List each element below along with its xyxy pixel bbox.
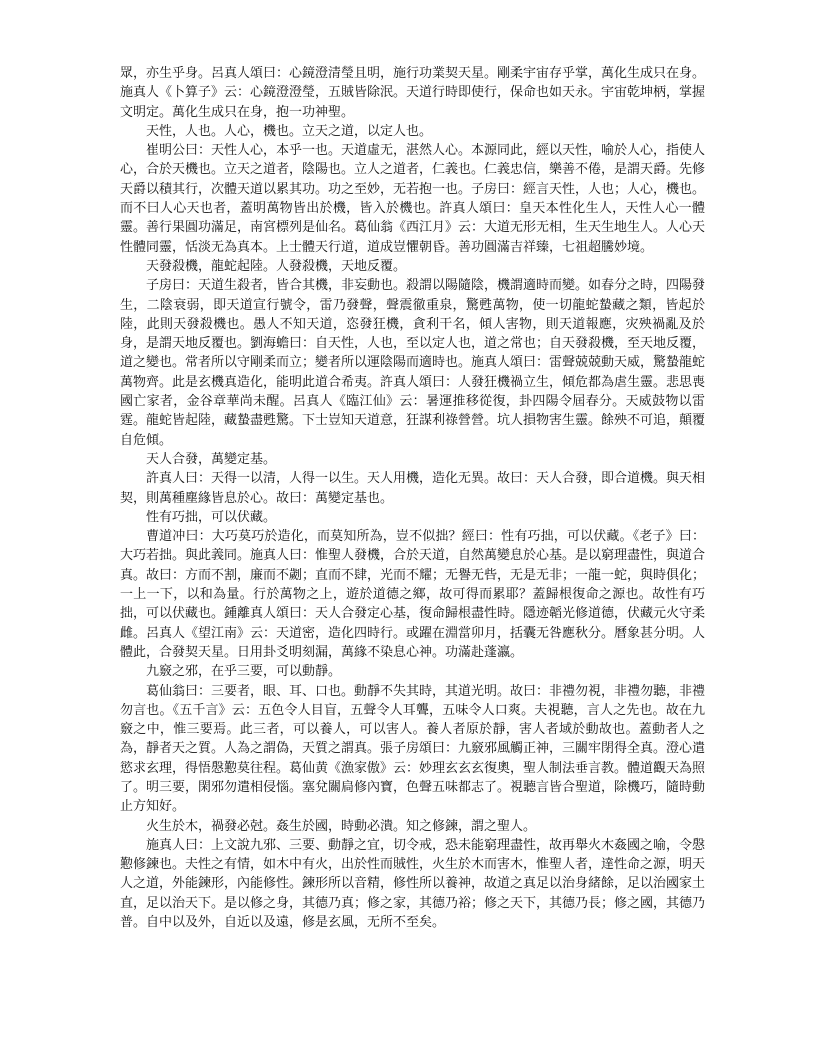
- paragraph-2-scripture: 天性，人也。人心，機也。立天之道，以定人也。: [146, 123, 433, 139]
- paragraph-6-scripture: 天人合發，萬變定基。: [146, 451, 277, 467]
- paragraph-4-scripture: 天發殺機，龍蛇起陸。人發殺機，天地反覆。: [146, 258, 407, 274]
- paragraph-12-scripture: 火生於木，禍發必尅。姦生於國，時動必潰。知之修鍊，謂之聖人。: [146, 818, 537, 834]
- paragraph-10-scripture: 九竅之邪，在乎三要，可以動靜。: [146, 664, 342, 680]
- paragraph-9-commentary: 曹道冲曰：大巧莫巧於造化，而莫知所為，豈不似拙？經曰：性有巧拙，可以伏藏。《老子》曰：大巧若拙。與此義同。施真人曰：惟聖人發機，合於天道，自然萬變息於心基。是以窮理盡性，與道合真。故曰：方而不割，廉而不劌；直而不肆，光而不耀；无譽无呰，无是无非；一龍一蛇，與時俱化；一上一下，以和為量。行於萬物之上，遊於道德之鄉，故可得而累耶？蓋歸根復命之源也。故性有巧拙，可以伏藏也。鍾離真人頌曰：天人合發定心基，復命歸根盡性時。隱迹韜光修道德，伏藏元火守柔雌。呂真人《望江南》云：天道密，造化四時行。或躍在淵當卯月，括囊无咎應秋分。曆象甚分明。人體此，合發契天星。日用卦爻明刻漏，萬緣不染息心神。功滿赴蓬瀛。: [120, 529, 706, 660]
- paragraph-3-commentary: 崔明公曰：天性人心，本乎一也。天道虛无，湛然人心。本源同此，經以天性，喻於人心，指使人心，合於天機也。立天之道者，陰陽也。立人之道者，仁義也。仁義忠信，樂善不倦，是謂天爵。先修天爵以積其行，次體天道以累其功。功之至妙，无若抱一也。子房曰：經言天性，人也；人心，機也。而不曰人心天也者，蓋明萬物皆出於機，皆入於機也。許真人頌曰：皇天本性化生人，天性人心一體靈。善行果圓功滿足，南宮標列是仙名。葛仙翁《西江月》云：大道无形无相，生天生地生人。人心天性體同靈，恬淡无為真本。上士體天行道，道成豈懼朝昏。善功圓滿吉祥臻，七祖超騰妙境。: [120, 143, 706, 255]
- paragraph-7-commentary: 許真人曰：天得一以清，人得一以生。天人用機，造化无異。故曰：天人合發，即合道機。與天相契，則萬種塵緣皆息於心。故曰：萬變定基也。: [120, 471, 706, 506]
- paragraph-1: 眾，亦生乎身。呂真人頌曰：心鏡澄清瑩且明，施行功業契天星。剛柔宇宙存乎掌，萬化生成只在身。施真人《卜算子》云：心鏡澄澄瑩，五賊皆除泯。天道行時即使行，保命也如天永。宇宙乾坤柄，掌握文明定。萬化生成只在身，抱一功神聖。: [120, 66, 706, 120]
- document-page: [120, 64, 705, 1024]
- paragraph-13-commentary: 施真人曰：上文說九邪、三要、動靜之宜，切令戒，恐未能窮理盡性，故再舉火木姦國之喻，令慇懃修鍊也。夫性之有情，如木中有火，出於性而賊性，火生於木而害木，惟聖人者，達性命之源，明天人之道，外能鍊形，內能修性。鍊形所以音精，修性所以養神，故道之真足以治身緒餘，足以治國家土直，足以治天下。是以修之身，其德乃真；修之家，其德乃裕；修之天下，其德乃長；修之國，其德乃普。自中以及外，自近以及遠，修是玄風，无所不至矣。: [120, 837, 706, 931]
- paragraph-11-commentary: 葛仙翁曰：三要者，眼、耳、口也。動靜不失其時，其道光明。故曰：非禮勿視，非禮勿聽，非禮勿言也。《五千言》云：五色令人目盲，五聲令人耳聾，五味令人口爽。夫視聽，言人之先也。故在九竅之中，惟三要焉。此三者，可以養人，可以害人。養人者原於靜，害人者域於動故也。蓋動者人之為，靜者天之質。人為之謂偽，天質之謂真。張子房頌曰：九竅邪風觸正神，三關牢閉得全真。澄心遣慾求玄理，得悟慇懃莫往程。葛仙黄《漁家傲》云：妙理玄玄玄復奧，聖人制法垂言教。體道觀天為照了。明三要，閑邪勿遣相侵惱。塞兌關扃修內寶，色聲五味都志了。視聽言皆合聖道，除機巧，隨時動止方知好。: [120, 683, 706, 815]
- paragraph-8-scripture: 性有巧拙，可以伏藏。: [146, 509, 277, 525]
- paragraph-5-commentary: 子房曰：天道生殺者，皆合其機，非妄動也。殺謂以陽隨陰，機謂適時而變。如春分之時，四陽發生，二陰衰弱，即天道宣行號令，雷乃發聲，聲震徹重泉，驚甦萬物，使一切龍蛇蟄藏之類，皆起於陸，此則天發殺機也。愚人不知天道，恣發狂機，貪利干名，傾人害物，則天道報應，灾殃禍亂及於身，是謂天地反覆也。劉海蟾曰：自天性，人也，至以定人也，道之常也；自天發殺機，至天地反覆，道之變也。常者所以守剛柔而立；變者所以運陰陽而適時也。施真人頌曰：雷聲兢兢動天威，驚蟄龍蛇萬物齊。此是玄機真造化，能明此道合希夷。許真人頌曰：人發狂機禍立生，傾危都為虐生靈。悲思喪國亡家者，金谷章華尚未醒。呂真人《臨江仙》云：暑運推移從復，卦四陽令屆春分。天威鼓物以雷霆。龍蛇皆起陸，藏蟄盡甦驚。下士豈知天道意，狂謀利祿營營。坑人損物害生靈。餘殃不可追，顛覆自危傾。: [120, 278, 706, 448]
